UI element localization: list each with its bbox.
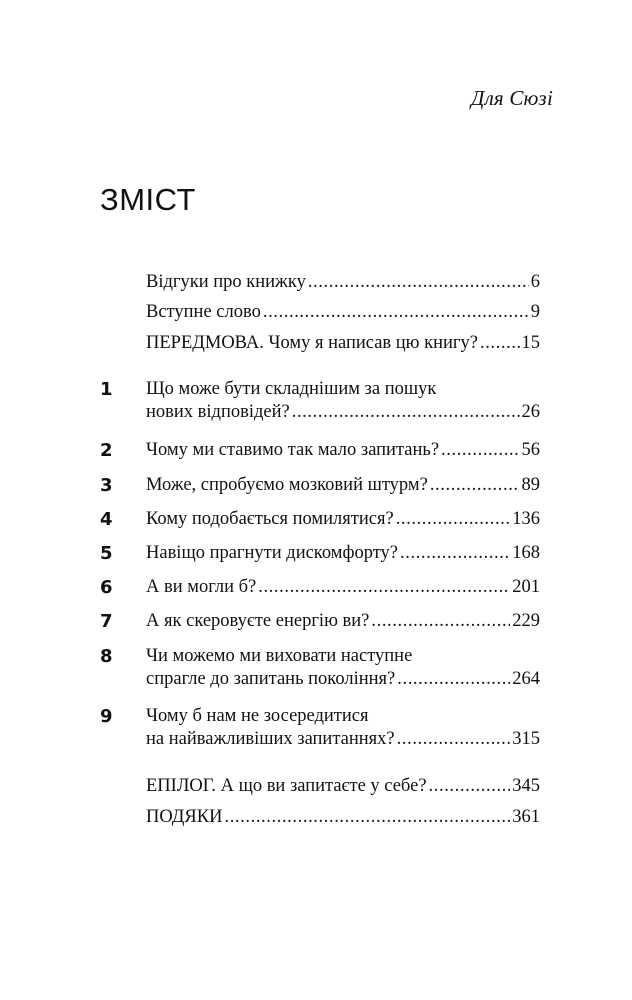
toc-entry-title: Навіщо прагнути дискомфорту? <box>146 543 398 563</box>
toc-entry-title: на найважливіших запитаннях? <box>146 729 395 749</box>
dot-leader <box>396 508 511 531</box>
toc-entry-title: ПЕРЕДМОВА. Чому я написав цю книгу? <box>146 333 478 353</box>
chapter-number: 9 <box>100 706 113 727</box>
dot-leader <box>224 806 510 829</box>
toc-entry-chapter-9[interactable] <box>146 705 540 751</box>
toc-entry-chapter-2[interactable] <box>146 439 540 462</box>
toc-entry-foreword[interactable] <box>146 301 540 324</box>
dot-leader <box>397 668 510 691</box>
toc-entry-title: Чому ми ставимо так мало запитань? <box>146 440 440 460</box>
dot-leader <box>258 576 510 599</box>
toc-entry-title: Може, спробуємо мозковий штурм? <box>146 475 428 495</box>
toc-page-number: 6 <box>530 272 540 292</box>
chapter-number: 7 <box>100 611 113 632</box>
toc-entry-chapter-5[interactable] <box>146 542 540 565</box>
toc-entry-title: ПОДЯКИ <box>146 807 223 827</box>
toc-entry-acknowledgments[interactable] <box>146 806 540 829</box>
chapter-number: 1 <box>100 379 113 400</box>
dot-leader <box>429 775 511 798</box>
dot-leader <box>480 332 520 355</box>
chapter-number: 6 <box>100 577 113 598</box>
dot-leader <box>441 439 519 462</box>
toc-page-number: 15 <box>521 333 540 353</box>
dot-leader <box>371 610 510 633</box>
toc-entry-title-line1: Чи можемо ми виховати наступне <box>146 646 413 666</box>
chapter-number: 8 <box>100 646 113 667</box>
toc-title: ЗМІСТ <box>100 182 196 217</box>
dot-leader <box>400 542 510 565</box>
toc-page-number: 315 <box>512 729 540 749</box>
dot-leader <box>263 301 529 324</box>
dot-leader <box>430 474 520 497</box>
toc-entry-title: Вступне слово <box>146 302 261 322</box>
toc-entry-chapter-1[interactable] <box>146 378 540 424</box>
chapter-number: 2 <box>100 440 113 461</box>
toc-entry-title: спрагле до запитань покоління? <box>146 669 396 689</box>
toc-page-number: 264 <box>512 669 540 689</box>
chapter-number: 4 <box>100 509 113 530</box>
toc-page-number: 9 <box>530 302 540 322</box>
toc-page-number: 89 <box>521 475 540 495</box>
dot-leader <box>292 401 520 424</box>
toc-entry-title: Кому подобається помилятися? <box>146 509 394 529</box>
toc-page-number: 26 <box>521 402 540 422</box>
toc-page-number: 229 <box>512 611 540 631</box>
dot-leader <box>397 728 511 751</box>
toc-entry-epilogue[interactable] <box>146 775 540 798</box>
toc-page-number: 361 <box>512 807 540 827</box>
toc-entry-preface[interactable] <box>146 332 540 355</box>
toc-page-number: 136 <box>512 509 540 529</box>
toc-entry-chapter-3[interactable] <box>146 474 540 497</box>
toc-page-number: 168 <box>512 543 540 563</box>
toc-entry-title-line1: Що може бути складнішим за пошук <box>146 379 437 399</box>
toc-page-number: 345 <box>512 776 540 796</box>
toc-entry-title: нових відповідей? <box>146 402 290 422</box>
toc-entry-title: Відгуки про книжку <box>146 272 306 292</box>
chapter-number: 5 <box>100 543 113 564</box>
toc-entry-chapter-8[interactable] <box>146 645 540 691</box>
toc-page-number: 201 <box>512 577 540 597</box>
toc-entry-chapter-7[interactable] <box>146 610 540 633</box>
toc-entry-chapter-4[interactable] <box>146 508 540 531</box>
toc-entry-title: А ви могли б? <box>146 577 257 597</box>
toc-entry-title-line1: Чому б нам не зосередитися <box>146 706 369 726</box>
toc-entry-title: ЕПІЛОГ. А що ви запитаєте у себе? <box>146 776 427 796</box>
toc-entry-reviews[interactable] <box>146 271 540 294</box>
toc-page-number: 56 <box>521 440 540 460</box>
dedication: Для Сюзі <box>471 86 553 110</box>
chapter-number: 3 <box>100 475 113 496</box>
dot-leader <box>308 271 529 294</box>
toc-entry-title: А як скеровуєте енергію ви? <box>146 611 370 631</box>
toc-entry-chapter-6[interactable] <box>146 576 540 599</box>
